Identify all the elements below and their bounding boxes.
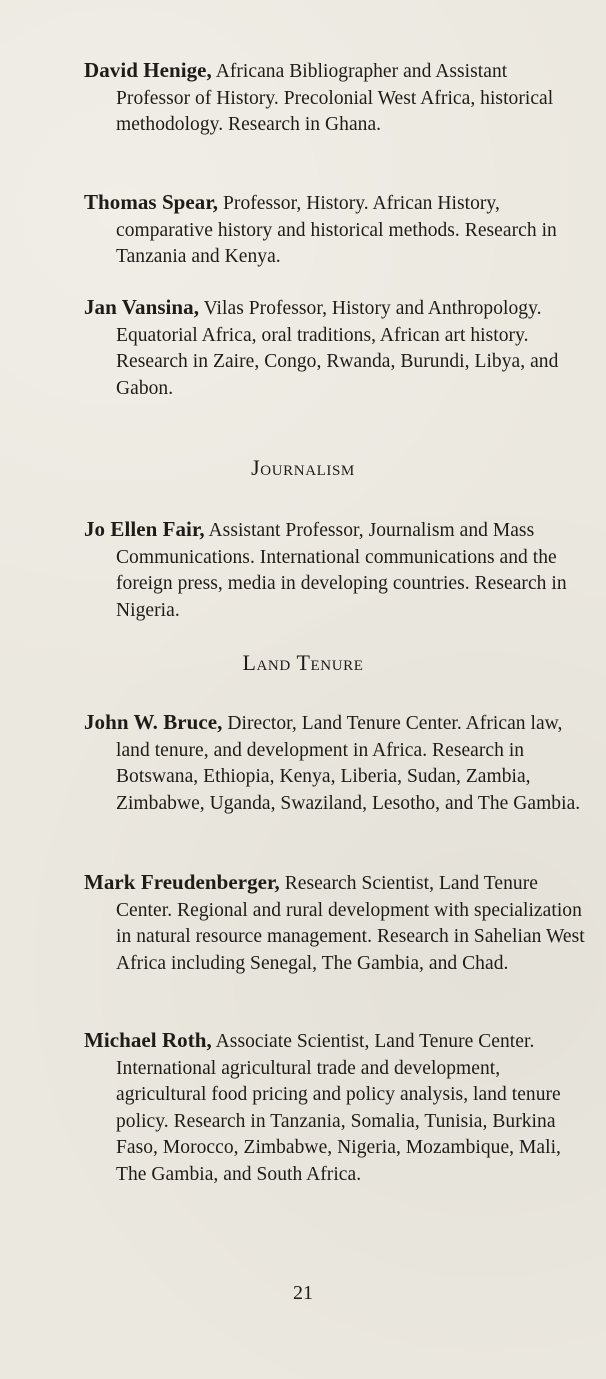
faculty-description: Africana Bibliographer and Assistant Professor of History. Precolonial West Africa, historical methodology. Research in Ghana.	[116, 61, 554, 135]
faculty-description: Associate Scientist, Land Tenure Center. International agricultural trade and development, agricultural food pricing and policy analysis, land tenure policy. Research in Tanzania, Somalia, Tunisia, Burkina Faso, Morocco, Zimbabwe, Nigeria, Mozambique, Mali, The Gambia, and South Africa.	[116, 1031, 561, 1185]
faculty-name: Jo Ellen Fair,	[84, 517, 205, 541]
faculty-entry-bruce	[84, 709, 586, 817]
faculty-name: Thomas Spear,	[84, 190, 219, 214]
faculty-description: Director, Land Tenure Center. African law, land tenure, and development in Africa. Research in Botswana, Ethiopia, Kenya, Liberia, Sudan, Zambia, Zimbabwe, Uganda, Swaziland, Lesotho, and The Gambia.	[116, 713, 581, 814]
faculty-entry-roth	[84, 1027, 586, 1188]
faculty-name: Jan Vansina,	[84, 295, 200, 319]
faculty-entry-freudenberger	[84, 869, 586, 977]
page-number: 21	[293, 1282, 313, 1304]
faculty-description: Research Scientist, Land Tenure Center. Regional and rural development with specialization in natural resource management. Research in Sahelian West Africa including Senegal, The Gambia, and Chad.	[116, 873, 585, 974]
faculty-entry-henige	[84, 57, 586, 139]
faculty-description: Vilas Professor, History and Anthropology. Equatorial Africa, oral traditions, African art history. Research in Zaire, Congo, Rwanda, Burundi, Libya, and Gabon.	[116, 298, 559, 399]
faculty-name: John W. Bruce,	[84, 710, 223, 734]
faculty-name: Michael Roth,	[84, 1028, 212, 1052]
faculty-description: Professor, History. African History, comparative history and historical methods. Research in Tanzania and Kenya.	[116, 193, 557, 267]
faculty-entry-fair	[84, 516, 586, 624]
section-heading-journalism: Journalism	[251, 455, 355, 480]
faculty-name: David Henige,	[84, 58, 212, 82]
faculty-description: Assistant Professor, Journalism and Mass Communications. International communications and the foreign press, media in developing countries. Research in Nigeria.	[116, 520, 567, 621]
faculty-entry-vansina	[84, 294, 586, 402]
faculty-entry-spear	[84, 189, 586, 271]
faculty-name: Mark Freudenberger,	[84, 870, 280, 894]
section-heading-land-tenure: Land Tenure	[242, 650, 364, 675]
